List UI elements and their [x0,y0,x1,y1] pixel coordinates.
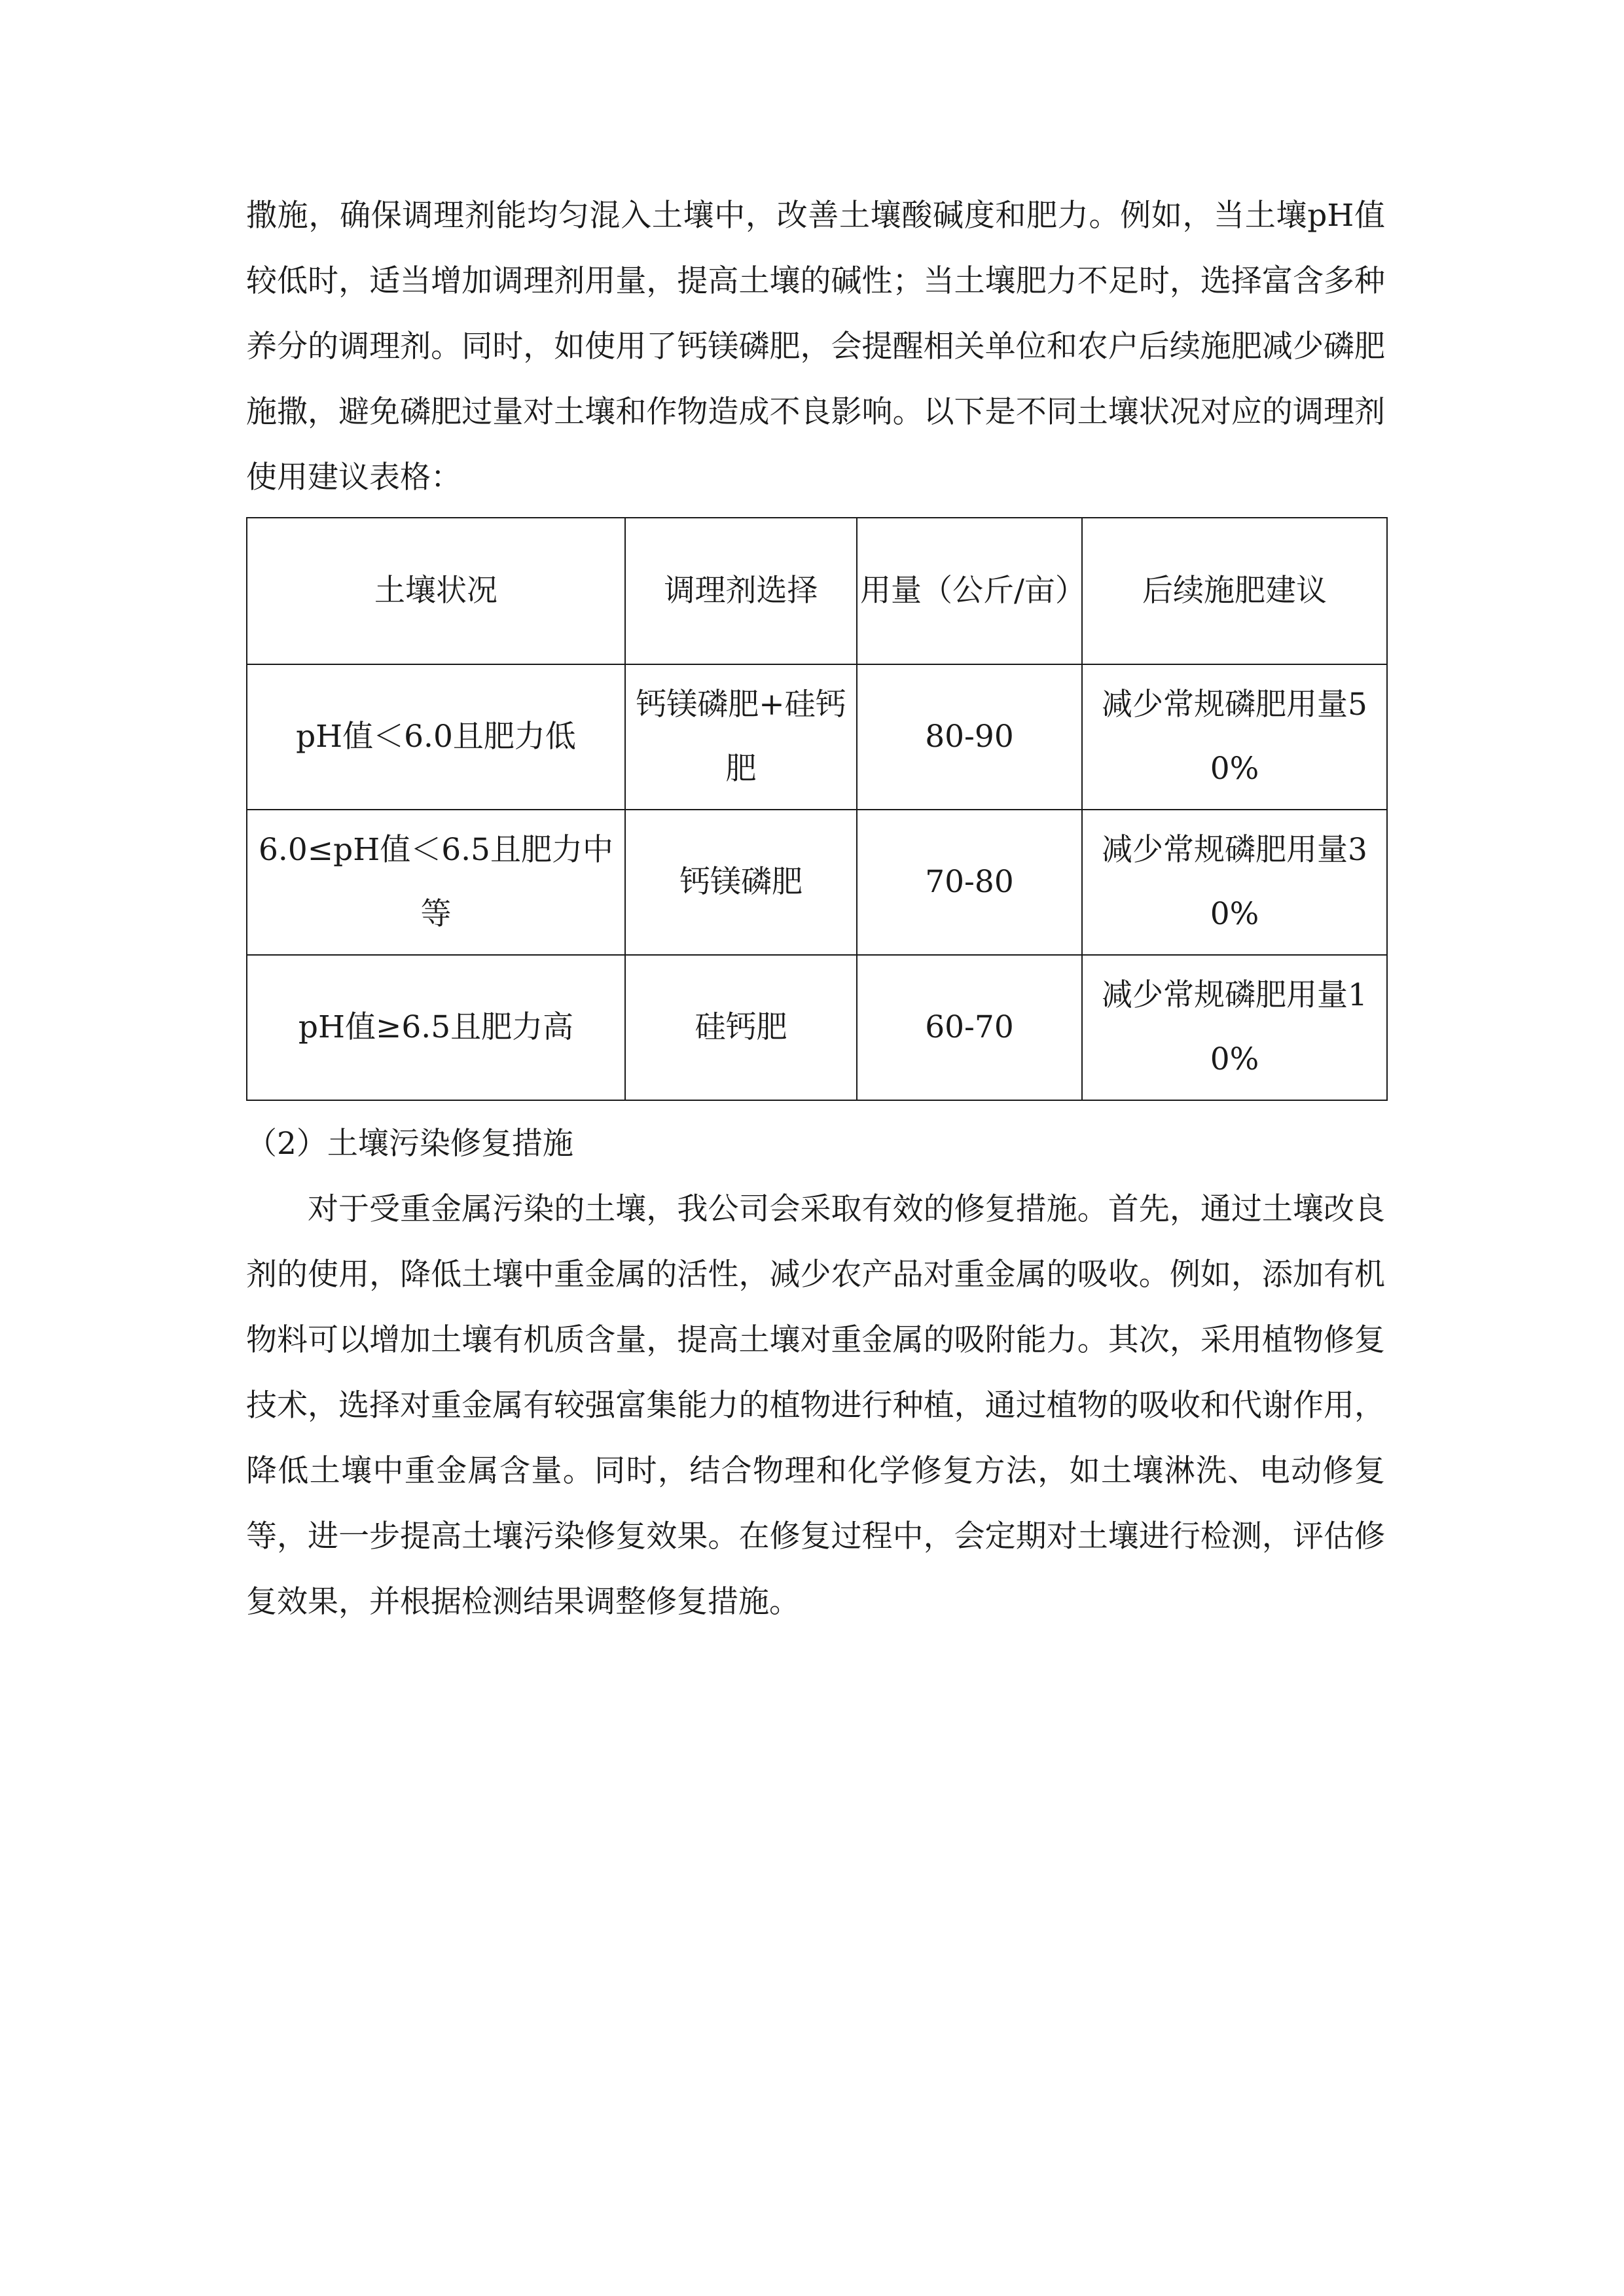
cell-advice: 减少常规磷肥用量10% [1082,955,1387,1100]
cell-soil-condition: pH值＜6.0且肥力低 [247,664,625,810]
conditioner-advice-table [246,517,1388,1101]
table-row [247,664,1387,810]
cell-conditioner: 硅钙肥 [625,955,857,1100]
header-conditioner-choice: 调理剂选择 [625,518,857,664]
cell-dosage: 60-70 [857,955,1082,1100]
intro-paragraph: 撒施，确保调理剂能均匀混入土壤中，改善土壤酸碱度和肥力。例如，当土壤pH值较低时，适当增加调理剂用量，提高土壤的碱性；当土壤肥力不足时，选择富含多种养分的调理剂。同时，如使用了钙镁磷肥，会提醒相关单位和农户后续施肥减少磷肥施撒，避免磷肥过量对土壤和作物造成不良影响。以下是不同土壤状况对应的调理剂使用建议表格： [246,198,1385,495]
cell-conditioner: 钙镁磷肥 [625,810,857,955]
section-heading: （2）土壤污染修复措施 [246,1126,573,1162]
cell-dosage: 80-90 [857,664,1082,810]
header-soil-condition: 土壤状况 [247,518,625,664]
table-header-row [247,518,1387,664]
cell-advice: 减少常规磷肥用量30% [1082,810,1387,955]
table-row [247,810,1387,955]
table-row [247,955,1387,1100]
cell-soil-condition: 6.0≤pH值＜6.5且肥力中等 [247,810,625,955]
cell-dosage: 70-80 [857,810,1082,955]
cell-advice: 减少常规磷肥用量50% [1082,664,1387,810]
cell-soil-condition: pH值≥6.5且肥力高 [247,955,625,1100]
header-fertilization-advice: 后续施肥建议 [1082,518,1387,664]
header-dosage: 用量（公斤/亩） [857,518,1082,664]
section-paragraph: 对于受重金属污染的土壤，我公司会采取有效的修复措施。首先，通过土壤改良剂的使用，降低土壤中重金属的活性，减少农产品对重金属的吸收。例如，添加有机物料可以增加土壤有机质含量，提高土壤对重金属的吸附能力。其次，采用植物修复技术，选择对重金属有较强富集能力的植物进行种植，通过植物的吸收和代谢作用，降低土壤中重金属含量。同时，结合物理和化学修复方法，如土壤淋洗、电动修复等，进一步提高土壤污染修复效果。在修复过程中，会定期对土壤进行检测，评估修复效果，并根据检测结果调整修复措施。 [246,1191,1385,1620]
cell-conditioner: 钙镁磷肥+硅钙肥 [625,664,857,810]
